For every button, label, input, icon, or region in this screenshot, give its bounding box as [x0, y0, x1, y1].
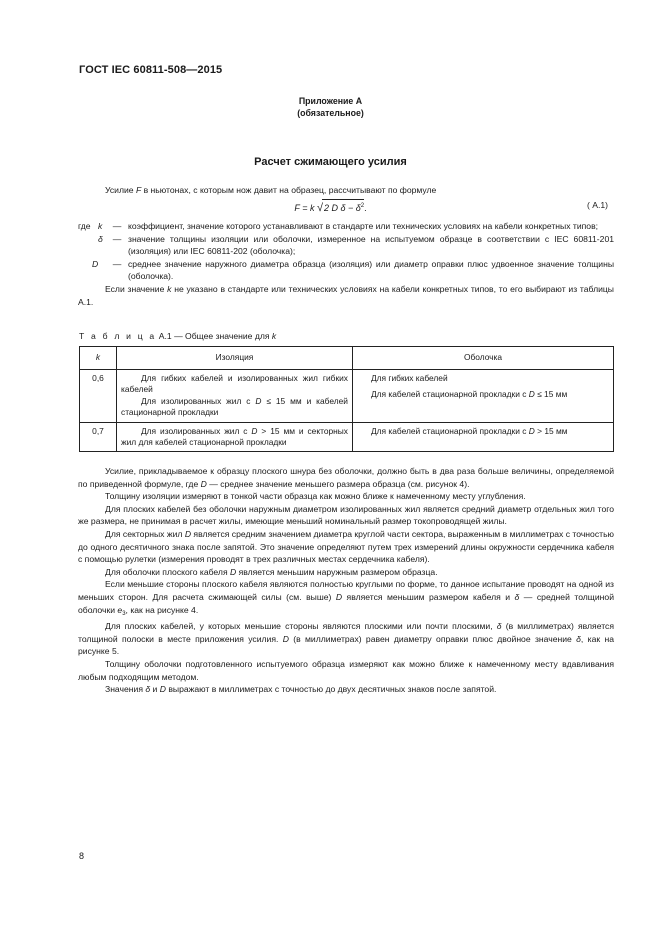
paragraph: Для секторных жил D является средним значением диаметра круглой части сектора, выраженным в миллиметрах с точностью до одного десятичного знака после запятой. Это значение определяют путем трех измерений длины окружности сердечника кабеля с помощью рулетки (измерения проводят в трех различных местах сердечника кабеля). [78, 528, 614, 565]
paragraph: Для плоских кабелей без оболочки наружным диаметром изолированных жил является средний диаметр отдельных жил того же размера, не принимая в расчет жилы, имеющие меньший номинальный размер токопроводящей жилы. [78, 503, 614, 527]
paragraph: Толщину изоляции измеряют в тонкой части образца как можно ближе к намеченному месту углубления. [105, 491, 526, 502]
table-row [80, 370, 614, 423]
cell-insulation: Для изолированных жил с D > 15 мм и секторных жил для кабелей стационарной прокладки [117, 422, 353, 452]
paragraph: Для плоских кабелей, у которых меньшие стороны являются плоскими или почти плоскими, δ (в миллиметрах) является толщиной полоски в месте приложения усилия. D (в миллиметрах) равен диаметру оправки плюс двойное значение δ, как на рисунке 5. [78, 621, 614, 657]
header-k: k [80, 347, 117, 370]
section-title: Расчет сжимающего усилия [254, 156, 407, 168]
page-number: 8 [79, 851, 85, 861]
paragraph: Если меньшие стороны плоского кабеля являются полностью круглыми по форме, то данное испытание проводят на одной из меньших сторон. Для расчета сжимающей силы (см. выше) D является меньшим размером кабеля и δ — средней толщиной оболочки $e_3$, как на рисунке 4. [78, 579, 614, 617]
table-row [80, 422, 614, 452]
table-header-row [80, 347, 614, 370]
note-k-paragraph: Если значение k не указано в стандарте или технических условиях на кабели конкретных типов, то его выбирают из таблицы А.1. [78, 283, 614, 307]
appendix-status: (обязательное) [297, 108, 364, 118]
header-insulation: Изоляция [117, 347, 353, 370]
cell-k: 0,6 [80, 370, 117, 423]
paragraph: Толщину оболочки подготовленного испытуемого образца измеряют как можно ближе к намеченному месту вдавливания любым подходящим методом. [78, 658, 614, 682]
cell-sheath: Для кабелей стационарной прокладки с D > 15 мм [353, 422, 614, 452]
cell-insulation: Для гибких кабелей и изолированных жил гибких кабелей Для изолированных жил с D ≤ 15 мм и кабелей стационарной прокладки [117, 370, 353, 423]
header-sheath: Оболочка [353, 347, 614, 370]
formula-radicand: 2 D $\delta - \delta^2$ [322, 199, 364, 215]
definitions-list [78, 220, 614, 308]
formula-a1: F = k √2 D $\delta - \delta^2$. [0, 199, 661, 215]
definition-k: где k — коэффициент, значение которого устанавливают в стандарте или технических условиях на кабели конкретных типов; [78, 221, 599, 231]
k-values-table [79, 346, 614, 452]
cell-k: 0,7 [80, 422, 117, 452]
paragraph: Значения δ и D выражают в миллиметрах с точностью до двух десятичных знаков после запятой. [105, 684, 497, 695]
document-header: ГОСТ IEC 60811-508—2015 [79, 64, 223, 76]
definition-delta: δ — значение толщины изоляции или оболочки, измеренное на испытуемом образце в соответствии с IEC 60811-201 (изоляция) или IEC 60811-202 (оболочка); [98, 233, 614, 257]
body-text [78, 465, 614, 696]
paragraph: Для оболочки плоского кабеля D является меньшим наружным размером образца. [105, 566, 438, 577]
formula-lhs: F = k [294, 203, 315, 213]
cell-sheath: Для гибких кабелей Для кабелей стационарной прокладки с D ≤ 15 мм [353, 370, 614, 423]
appendix-label: Приложение А [298, 96, 363, 106]
definition-D: D — среднее значение наружного диаметра образца (изоляция) или диаметр оправки плюс удвоенное значение толщины (оболочка). [92, 258, 614, 282]
intro-paragraph: Усилие F в ньютонах, с которым нож давит на образец, рассчитывают по формуле [105, 185, 437, 195]
paragraph: Усилие, прикладываемое к образцу плоского шнура без оболочки, должно быть в два раза больше величины, определяемой по приведенной формуле, где D — среднее значение меньшего размера образца (см. рисунок 4). [78, 466, 614, 489]
table-caption: Т а б л и ц а А.1 — Общее значение для k [79, 331, 277, 341]
formula-number: ( А.1) [587, 200, 609, 210]
